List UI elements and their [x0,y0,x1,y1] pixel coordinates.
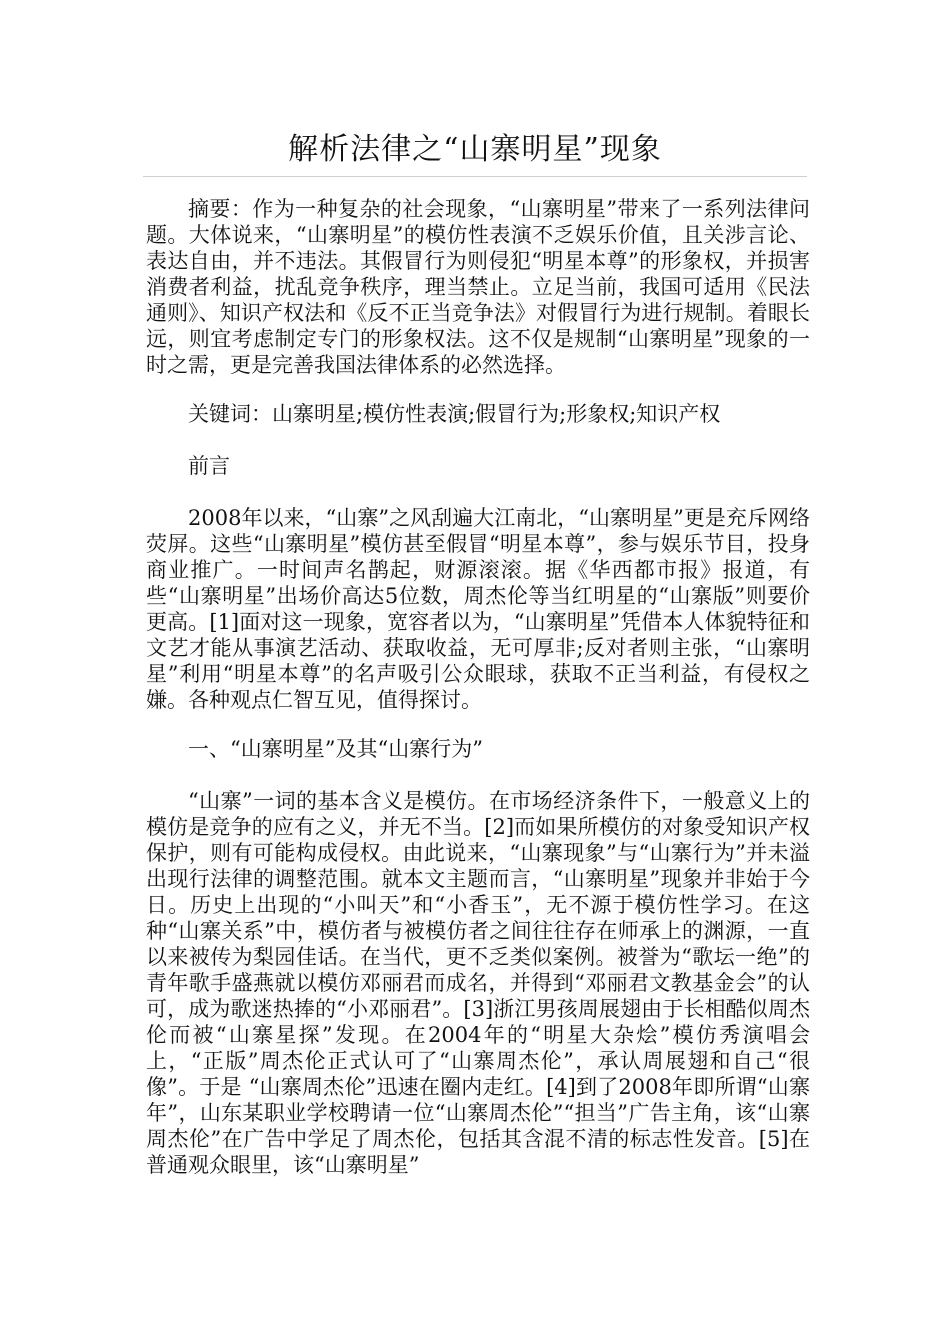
title-divider [143,176,807,177]
section1-heading: 一、“山寨明星”及其“山寨行为” [188,737,483,761]
section1-paragraph: “山寨”一词的基本含义是模仿。在市场经济条件下，一般意义上的模仿是竞争的应有之义，并无不当。[2]而如果所模仿的对象受知识产权保护，则有可能构成侵权。由此说来，“山寨现象”与“山寨行为”并未溢出现行法律的调整范围。就本文主题而言，“山寨明星”现象并非始于今日。历史上出现的“小叫天”和“小香玉”，无不源于模仿性学习。在这种“山寨关系”中，模仿者与被模仿者之间往往存在师承上的渊源，一直以来被传为梨园佳话。在当代，更不乏类似案例。被誉为“歌坛一绝”的青年歌手盛燕就以模仿邓丽君而成名，并得到“邓丽君文教基金会”的认可，成为歌迷热捧的“小邓丽君”。[3]浙江男孩周展翅由于长相酷似周杰伦而被“山寨星探”发现。在2004年的“明星大杂烩”模仿秀演唱会上，“正版”周杰伦正式认可了“山寨周杰伦”，承认周展翅和自己“很像”。于是 “山寨周杰伦”迅速在圈内走红。[4]到了2008年即所谓“山寨年”，山东某职业学校聘请一位“山寨周杰伦”“担当”广告主角，该“山寨周杰伦”在广告中学足了周杰伦，包括其含混不清的标志性发音。[5]在普通观众眼里，该“山寨明星” [146,789,810,1177]
abstract-paragraph: 摘要：作为一种复杂的社会现象，“山寨明星”带来了一系列法律问题。大体说来，“山寨明星”的模仿性表演不乏娱乐价值，且关涉言论、表达自由，并不违法。其假冒行为则侵犯“明星本尊”的形象权，并损害消费者利益，扰乱竞争秩序，理当禁止。立足当前，我国可适用《民法通则》、知识产权法和《反不正当竞争法》对假冒行为进行规制。着眼长远，则宜考虑制定专门的形象权法。这不仅是规制“山寨明星”现象的一时之需，更是完善我国法律体系的必然选择。 [146,197,810,377]
preface-heading: 前言 [188,454,230,478]
document-title: 解析法律之“山寨明星”现象 [288,132,662,167]
preface-paragraph: 2008年以来，“山寨”之风刮遍大江南北，“山寨明星”更是充斥网络荧屏。这些“山寨明星”模仿甚至假冒“明星本尊”，参与娱乐节目，投身商业推广。一时间声名鹊起，财源滚滚。据《华西都市报》报道，有些“山寨明星”出场价高达5位数，周杰伦等当红明星的“山寨版”则要价更高。[1]面对这一现象，宽容者以为，“山寨明星”凭借本人体貌特征和文艺才能从事演艺活动、获取收益，无可厚非;反对者则主张，“山寨明星”利用“明星本尊”的名声吸引公众眼球，获取不正当利益，有侵权之嫌。各种观点仁智互见，值得探讨。 [146,506,810,712]
document-body [146,196,810,1201]
keywords-line: 关键词：山寨明星;模仿性表演;假冒行为;形象权;知识产权 [188,402,721,426]
